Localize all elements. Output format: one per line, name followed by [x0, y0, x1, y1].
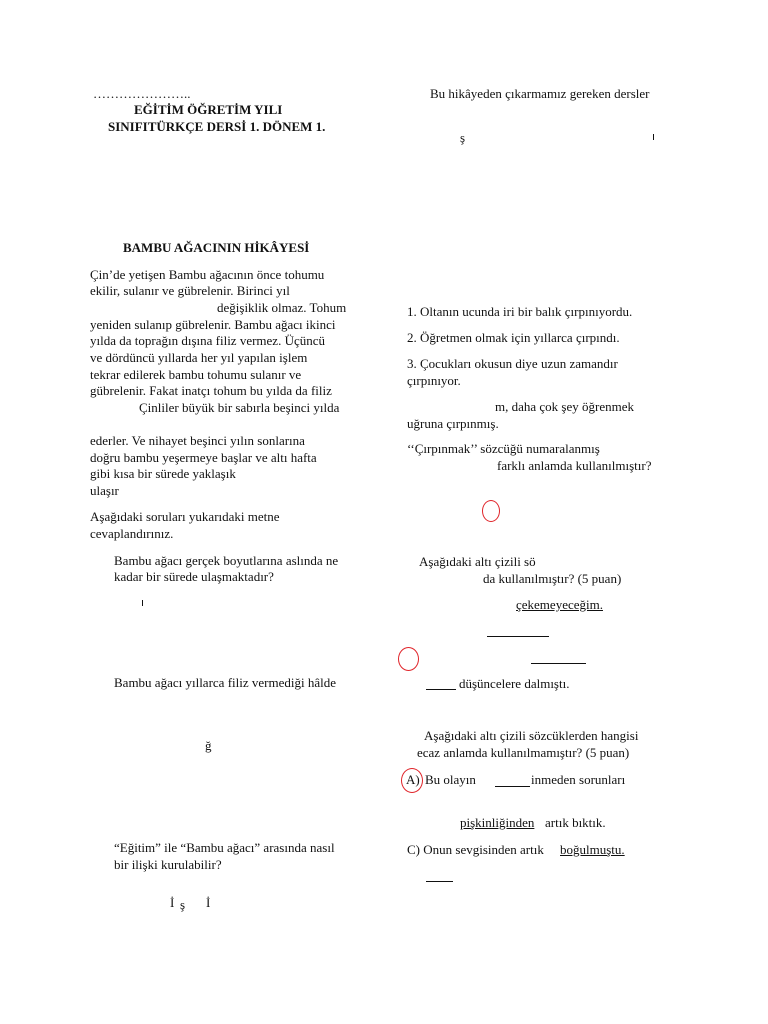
- mecaz-question-line: Aşağıdaki altı çizili sözcüklerden hangisi: [424, 728, 639, 743]
- story-line: tekrar edilerek bambu tohumu sulanır ve: [90, 367, 302, 382]
- sentence: çırpınıyor.: [407, 373, 461, 388]
- sentence: m, daha çok şey öğrenmek: [495, 399, 634, 414]
- blank-line: [426, 881, 453, 882]
- option-a-letter[interactable]: A): [406, 772, 420, 787]
- answer-mark: [653, 134, 654, 140]
- sentence: uğruna çırpınmış.: [407, 416, 499, 431]
- question-2: Bambu ağacı yıllarca filiz vermediği hâlde: [114, 675, 336, 690]
- red-circle-mark: [398, 647, 419, 671]
- blank-line: [487, 636, 549, 637]
- question-1-line: Bambu ağacı gerçek boyutlarına aslında ne: [114, 553, 339, 568]
- story-line: Çin’de yetişen Bambu ağacının önce tohumu: [90, 267, 325, 282]
- answer-fragment: İ: [170, 895, 175, 910]
- cirpinmak-question-line: farklı anlamda kullanılmıştır?: [497, 458, 652, 473]
- class-term-title: SINIFITÜRKÇE DERSİ 1. DÖNEM 1.: [108, 119, 326, 134]
- cirpinmak-question-line: ‘‘Çırpınmak’’ sözcüğü numaralanmış: [407, 441, 600, 456]
- story-line: ulaşır: [90, 483, 119, 498]
- answer-fragment: ğ: [205, 738, 212, 753]
- sentence: 1. Oltanın ucunda iri bir balık çırpınıyordu.: [407, 304, 633, 319]
- story-line: değişiklik olmaz. Tohum: [217, 300, 347, 315]
- instructions-line: Aşağıdaki soruları yukarıdaki metne: [90, 509, 280, 524]
- blank-line: [495, 786, 530, 787]
- story-line: yılda da toprağın dışına filiz vermez. Üçüncü: [90, 333, 326, 348]
- question-3-line: “Eğitim” ile “Bambu ağacı” arasında nasıl: [114, 840, 335, 855]
- option-a-text: inmeden sorunları: [531, 772, 626, 787]
- underlined-word: pişkinliğinden: [460, 815, 535, 830]
- red-circle-mark: [482, 500, 500, 522]
- underlined-question-line: da kullanılmıştır? (5 puan): [483, 571, 622, 586]
- underlined-question-line: Aşağıdaki altı çizili sö: [419, 554, 536, 569]
- mecaz-question-line: ecaz anlamda kullanılmamıştır? (5 puan): [417, 745, 630, 760]
- question-1-line: kadar bir sürede ulaşmaktadır?: [114, 569, 274, 584]
- blank-line: [426, 689, 456, 690]
- blank-line: [531, 663, 586, 664]
- underlined-word: boğulmuştu.: [560, 842, 625, 857]
- option-a-text: Bu olayın: [425, 772, 476, 787]
- sentence-fragment: düşüncelere dalmıştı.: [459, 676, 570, 691]
- option-text: artık bıktık.: [545, 815, 606, 830]
- story-line: ekilir, sulanır ve gübrelenir. Birinci yıl: [90, 283, 290, 298]
- story-line: ve dördüncü yıllarda her yıl yapılan işlem: [90, 350, 308, 365]
- story-line: gibi kısa bir sürede yaklaşık: [90, 466, 236, 481]
- sentence: 3. Çocukları okusun diye uzun zamandır: [407, 356, 618, 371]
- question-3-line: bir ilişki kurulabilir?: [114, 857, 222, 872]
- lessons-title: Bu hikâyeden çıkarmamız gereken dersler: [430, 86, 650, 101]
- sentence: 2. Öğretmen olmak için yıllarca çırpındı.: [407, 330, 620, 345]
- story-line: ederler. Ve nihayet beşinci yılın sonlarına: [90, 433, 305, 448]
- story-line: Çinliler büyük bir sabırla beşinci yılda: [139, 400, 340, 415]
- instructions-line: cevaplandırınız.: [90, 526, 174, 541]
- answer-fragment: ş: [460, 130, 466, 145]
- answer-fragment: İ: [206, 895, 211, 910]
- header-dots: …………………..: [93, 86, 191, 101]
- school-year-title: EĞİTİM ÖĞRETİM YILI: [134, 102, 283, 117]
- answer-fragment: ş: [180, 897, 186, 912]
- story-line: yeniden sulanıp gübrelenir. Bambu ağacı ikinci: [90, 317, 336, 332]
- answer-mark: [142, 600, 143, 606]
- story-line: doğru bambu yeşermeye başlar ve altı hafta: [90, 450, 317, 465]
- story-line: gübrelenir. Fakat inatçı tohum bu yılda da filiz: [90, 383, 332, 398]
- story-title: BAMBU AĞACININ HİKÂYESİ: [123, 240, 310, 255]
- underlined-word: çekemeyeceğim.: [516, 597, 603, 612]
- option-c-text[interactable]: C) Onun sevgisinden artık: [407, 842, 544, 857]
